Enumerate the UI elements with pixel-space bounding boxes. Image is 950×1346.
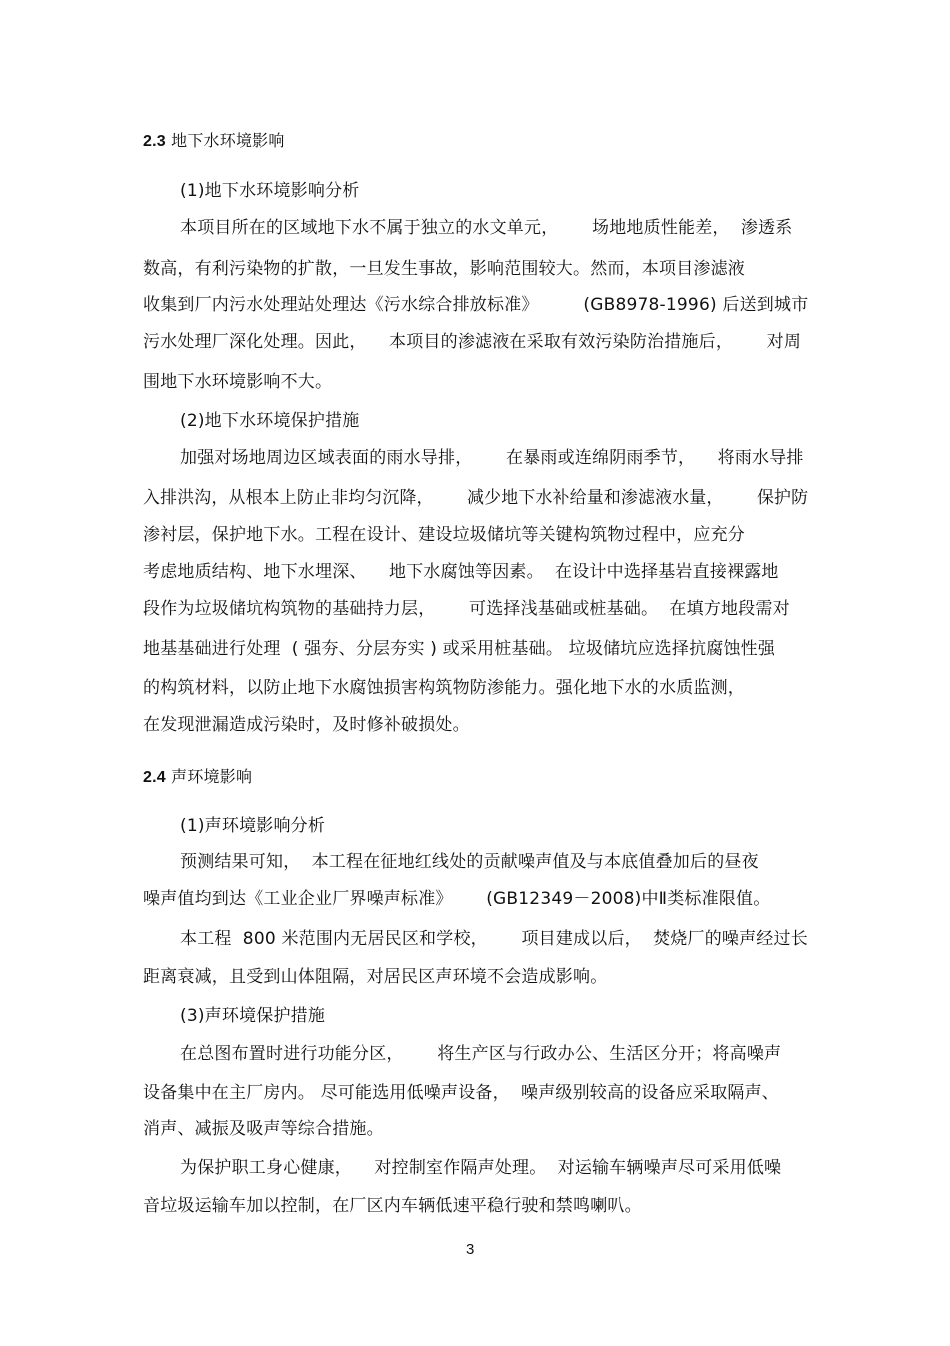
subsection-title: (1)声环境影响分析	[180, 816, 326, 836]
paragraph-line: 段作为垃圾储坑构筑物的基础持力层， 可选择浅基础或桩基础。 在填方地段需对	[143, 599, 790, 619]
paragraph-line: 在发现泄漏造成污染时，及时修补破损处。	[143, 715, 470, 735]
paragraph-line: 消声、减振及吸声等综合措施。	[143, 1119, 384, 1139]
paragraph-line: 设备集中在主厂房内。 尽可能选用低噪声设备， 噪声级别较高的设备应采取隔声、	[143, 1083, 780, 1103]
paragraph-line: 本工程 800 米范围内无居民区和学校， 项目建成以后， 焚烧厂的噪声经过长	[180, 929, 808, 949]
paragraph-line: 污水处理厂深化处理。因此， 本项目的渗滤液在采取有效污染防治措施后， 对周	[143, 332, 802, 352]
section-heading-2-4	[143, 766, 252, 789]
paragraph-line: 在总图布置时进行功能分区， 将生产区与行政办公、生活区分开；将高噪声	[180, 1044, 782, 1064]
subsection-title: (3)声环境保护措施	[180, 1006, 326, 1026]
paragraph-line: 入排洪沟，从根本上防止非均匀沉降， 减少地下水补给量和渗滤液水量， 保护防	[143, 488, 809, 508]
paragraph-line: 预测结果可知， 本工程在征地红线处的贡献噪声值及与本底值叠加后的昼夜	[180, 852, 759, 872]
paragraph-line: 距离衰减，且受到山体阻隔，对居民区声环境不会造成影响。	[143, 967, 608, 987]
paragraph-line: 为保护职工身心健康， 对控制室作隔声处理。 对运输车辆噪声尽可采用低噪	[180, 1158, 782, 1178]
page-number: 3	[466, 1241, 475, 1258]
paragraph-line: 本项目所在的区域地下水不属于独立的水文单元， 场地地质性能差， 渗透系	[180, 218, 793, 238]
subsection-title: (2)地下水环境保护措施	[180, 411, 360, 431]
section-heading-2-3	[143, 130, 285, 153]
paragraph-line: 地基基础进行处理 ( 强夯、分层夯实 ) 或采用桩基础。 垃圾储坑应选择抗腐蚀性强	[143, 639, 776, 659]
paragraph-line: 的构筑材料，以防止地下水腐蚀损害构筑物防渗能力。强化地下水的水质监测，	[143, 678, 745, 698]
section-title: 声环境影响	[171, 767, 253, 786]
paragraph-line: 噪声值均到达《工业企业厂界噪声标准》 (GB12349－2008)中Ⅱ类标准限值。	[143, 889, 771, 909]
paragraph-line: 考虑地质结构、地下水埋深、 地下水腐蚀等因素。 在设计中选择基岩直接裸露地	[143, 562, 779, 582]
paragraph-line: 音垃圾运输车加以控制，在厂区内车辆低速平稳行驶和禁鸣喇叭。	[143, 1196, 642, 1216]
section-title: 地下水环境影响	[171, 131, 285, 150]
paragraph-line: 收集到厂内污水处理站处理达《污水综合排放标准》 (GB8978-1996) 后送到城市	[143, 295, 809, 315]
subsection-title: (1)地下水环境影响分析	[180, 181, 360, 201]
paragraph-line: 数高，有利污染物的扩散，一旦发生事故，影响范围较大。然而，本项目渗滤液	[143, 259, 745, 279]
paragraph-line: 加强对场地周边区域表面的雨水导排， 在暴雨或连绵阴雨季节， 将雨水导排	[180, 448, 804, 468]
section-number: 2.4	[143, 769, 166, 786]
paragraph-line: 渗衬层，保护地下水。工程在设计、建设垃圾储坑等关键构筑物过程中，应充分	[143, 525, 745, 545]
paragraph-line: 围地下水环境影响不大。	[143, 372, 333, 392]
section-number: 2.3	[143, 133, 166, 150]
